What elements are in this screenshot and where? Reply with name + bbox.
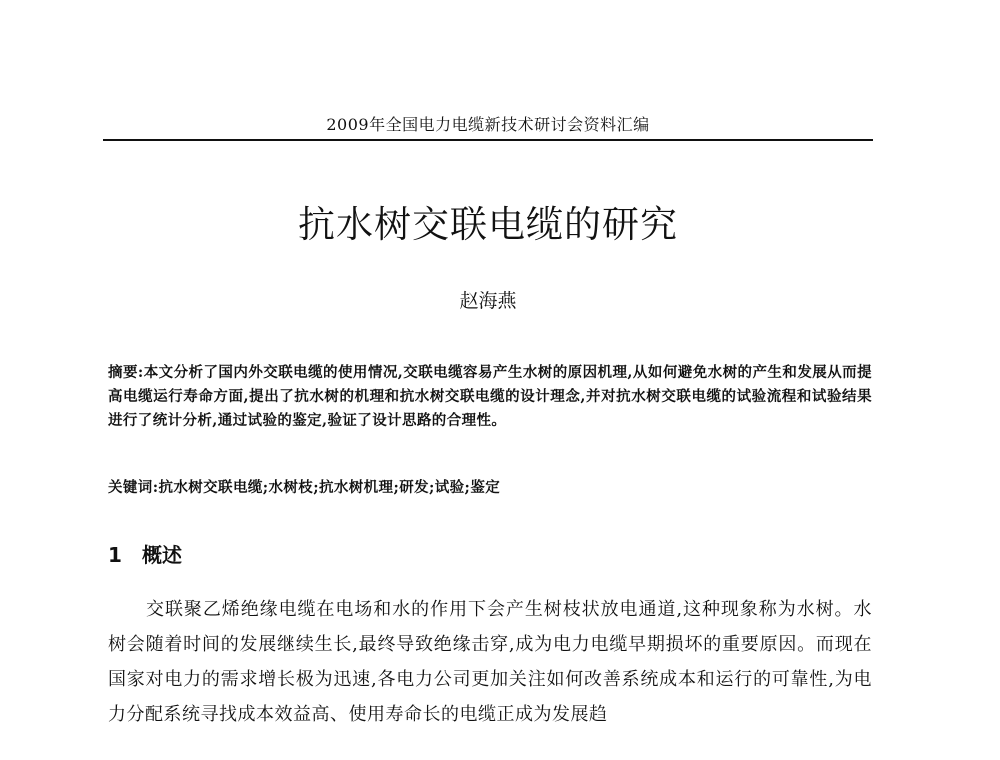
header-rule — [103, 139, 873, 141]
author-name: 赵海燕 — [459, 290, 517, 312]
keywords-label: 关键词: — [108, 479, 159, 496]
abstract-text: 本文分析了国内外交联电缆的使用情况,交联电缆容易产生水树的原因机理,从如何避免水树的产生和发展从而提高电缆运行寿命方面,提出了抗水树的机理和抗水树交联电缆的设计理念,并对抗水树交联电缆的试验流程和试验结果进行了统计分析,通过试验的鉴定,验证了设计思路的合理性。 — [108, 364, 873, 429]
running-header: 2009年全国电力电缆新技术研讨会资料汇编 — [326, 115, 650, 134]
keywords-text: 抗水树交联电缆;水树枝;抗水树机理;研发;试验;鉴定 — [158, 479, 501, 496]
section-title: 概述 — [142, 543, 182, 567]
abstract — [108, 361, 872, 433]
section-heading — [108, 540, 508, 570]
paper-title: 抗水树交联电缆的研究 — [298, 203, 678, 246]
keywords — [108, 476, 872, 500]
abstract-label: 摘要: — [108, 364, 144, 381]
section-number: 1 — [108, 543, 122, 567]
body-paragraph: 交联聚乙烯绝缘电缆在电场和水的作用下会产生树枝状放电通道,这种现象称为水树。水树会随着时间的发展继续生长,最终导致绝缘击穿,成为电力电缆早期损坏的重要原因。而现在国家对电力的需求增长极为迅速,各电力公司更加关注如何改善系统成本和运行的可靠性,为电力分配系统寻找成本效益高、使用寿命长的电缆正成为发展趋 — [108, 599, 872, 725]
